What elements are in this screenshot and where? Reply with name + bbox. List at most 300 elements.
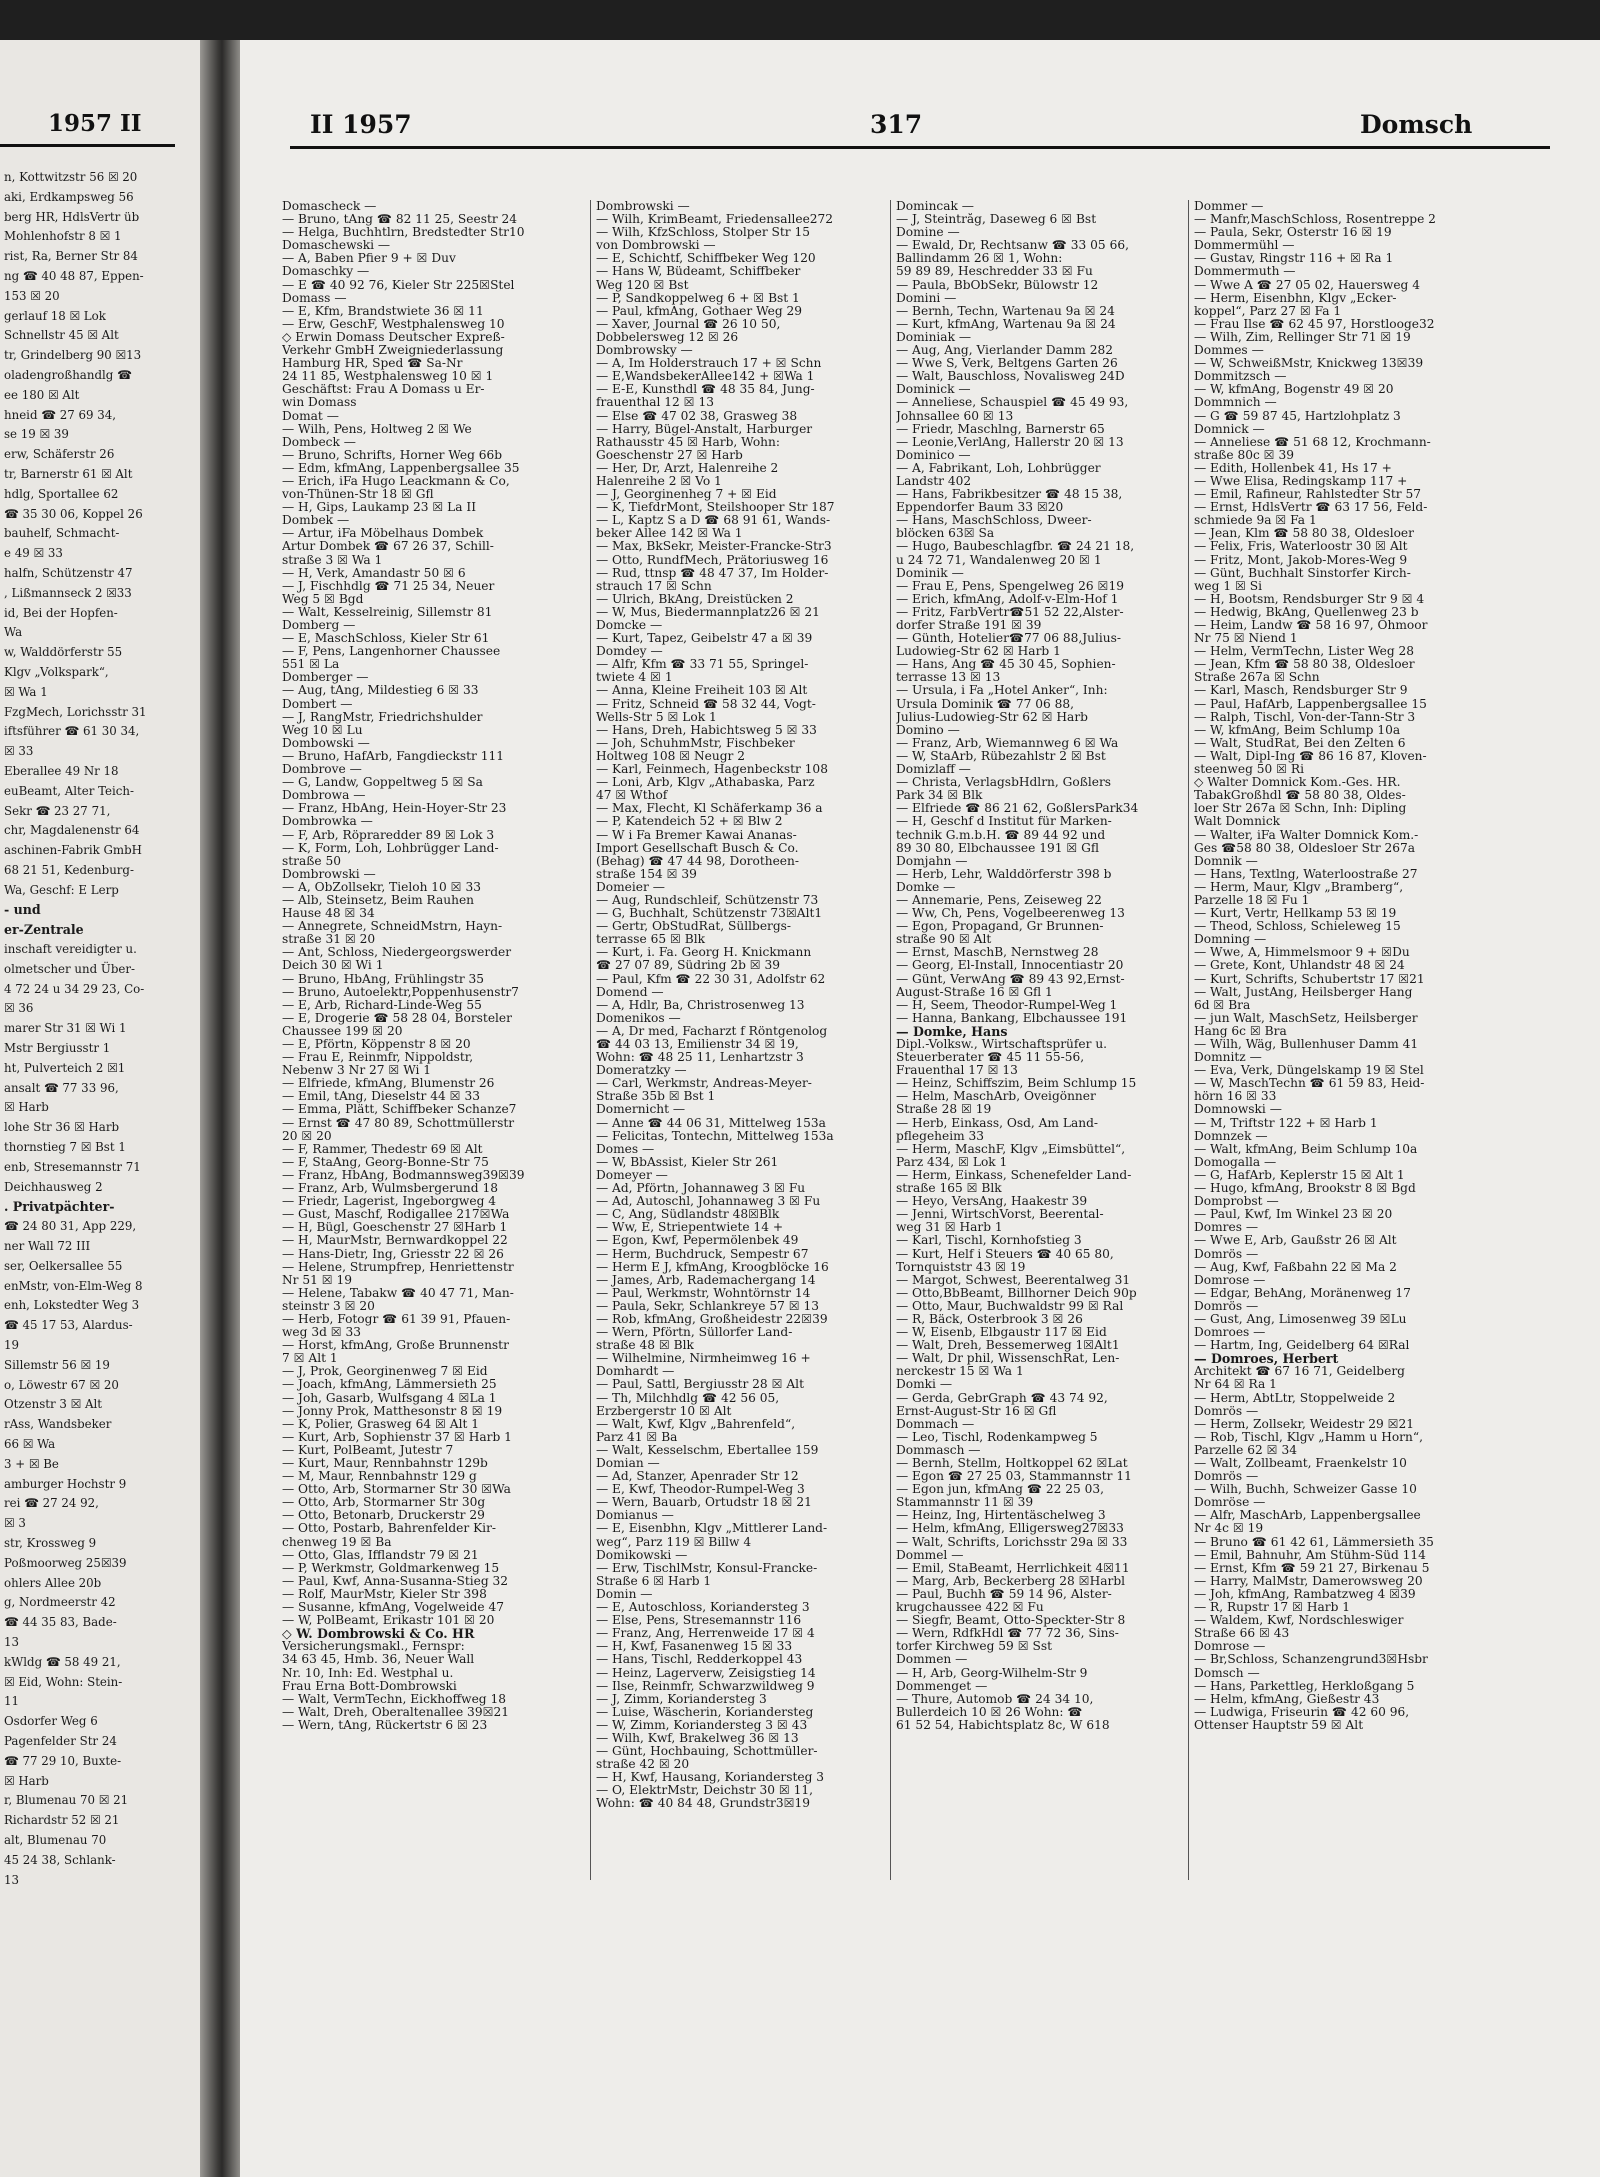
- directory-entry-line: Wa: [4, 625, 23, 640]
- directory-entry-line: Straße 66 ☒ 43: [1194, 1627, 1290, 1641]
- directory-entry-line: — W, kfmAng, Beim Schlump 10a: [1194, 723, 1401, 737]
- directory-entry-line: marer Str 31 ☒ Wi 1: [4, 1021, 127, 1036]
- directory-entry-line: — R, Bäck, Osterbrook 3 ☒ 26: [896, 1312, 1083, 1326]
- directory-entry-line: — James, Arb, Rademachergang 14: [596, 1273, 816, 1287]
- right-page-header-right: Domsch: [1360, 110, 1473, 139]
- directory-entry-line: — Günt, Hochbauing, Schottmüller-: [596, 1745, 818, 1759]
- surname-heading: Domki —: [896, 1378, 953, 1392]
- directory-entry-line: — Jean, Klm ☎ 58 80 38, Oldesloer: [1194, 527, 1414, 541]
- directory-entry-line: — H, Verk, Amandastr 50 ☒ 6: [282, 566, 466, 580]
- directory-entry-line: — J, Fischhdlg ☎ 71 25 34, Neuer: [282, 579, 495, 593]
- directory-entry-line: — Anne ☎ 44 06 31, Mittelweg 153a: [596, 1116, 826, 1130]
- directory-entry-line: — Aug, Kwf, Faßbahn 22 ☒ Ma 2: [1194, 1260, 1397, 1274]
- directory-entry-line: — Karl, Tischl, Kornhofstieg 3: [896, 1234, 1082, 1248]
- directory-entry-line: — G, Buchhalt, Schützenstr 73☒Alt1: [596, 907, 823, 921]
- directory-entry-line: — Emma, Plätt, Schiffbeker Schanze7: [282, 1103, 517, 1117]
- directory-entry-line: — H, Arb, Georg-Wilhelm-Str 9: [896, 1666, 1088, 1680]
- directory-entry-line: er-Zentrale: [4, 922, 84, 938]
- directory-entry-line: Ursula Dominik ☎ 77 06 88,: [896, 697, 1075, 711]
- directory-entry-line: — E ☎ 40 92 76, Kieler Str 225☒Stel: [282, 278, 515, 292]
- directory-entry-line: Frauenthal 17 ☒ 13: [896, 1064, 1018, 1078]
- directory-entry-line: — Ernst ☎ 47 80 89, Schottmüllerstr: [282, 1116, 515, 1130]
- directory-entry-line: — Manfr,MaschSchloss, Rosentreppe 2: [1194, 213, 1436, 227]
- directory-entry-line: — Gerda, GebrGraph ☎ 43 74 92,: [896, 1391, 1108, 1405]
- directory-entry-line: — Hans W, Büdeamt, Schiffbeker: [596, 265, 801, 279]
- directory-entry-line: — H, Kwf, Fasanenweg 15 ☒ 33: [596, 1640, 793, 1654]
- directory-entry-line: — Günt, VerwAng ☎ 89 43 92,Ernst-: [896, 972, 1125, 986]
- directory-entry-line: — Wwe S, Verk, Beltgens Garten 26: [896, 357, 1118, 371]
- surname-heading: Domrose —: [1194, 1640, 1266, 1654]
- directory-entry-line: — Egon ☎ 27 25 03, Stammannstr 11: [896, 1470, 1132, 1484]
- left-header-rule: [0, 144, 175, 147]
- directory-entry-line: — Helm, kfmAng, Elligersweg27☒33: [896, 1522, 1124, 1536]
- directory-entry-line: — J, RangMstr, Friedrichshulder: [282, 710, 483, 724]
- directory-entry-line: — Walt, Dr phil, WissenschRat, Len-: [896, 1352, 1120, 1366]
- directory-entry-line: — K, Form, Loh, Lohbrügger Land-: [282, 841, 499, 855]
- directory-entry-line: Julius-Ludowieg-Str 62 ☒ Harb: [896, 710, 1088, 724]
- directory-entry-line: — Th, Milchhdlg ☎ 42 56 05,: [596, 1391, 780, 1405]
- directory-entry-line: — Elfriede ☎ 86 21 62, GoßlersPark34: [896, 802, 1139, 816]
- directory-entry-line: — Anneliese, Schauspiel ☎ 45 49 93,: [896, 396, 1129, 410]
- directory-entry-line: inschaft vereidigter u.: [4, 942, 137, 957]
- directory-entry-line: — Herm, Buchdruck, Sempestr 67: [596, 1247, 809, 1261]
- directory-entry-line: Frau Erna Bott-Dombrowski: [282, 1679, 457, 1693]
- directory-entry-line: — Helga, Buchhtlrn, Bredstedter Str10: [282, 226, 525, 240]
- directory-entry-line: straße 80c ☒ 39: [1194, 448, 1294, 462]
- directory-entry-line: 4 72 24 u 34 29 23, Co-: [4, 981, 145, 996]
- directory-entry-line: Mstr Bergiusstr 1: [4, 1041, 111, 1056]
- directory-entry-line: — Jonny Prok, Matthesonstr 8 ☒ 19: [282, 1404, 503, 1418]
- directory-entry-line: Holtweg 108 ☒ Neugr 2: [596, 749, 745, 763]
- directory-entry-line: — Heyo, VersAng, Haakestr 39: [896, 1195, 1088, 1209]
- directory-entry-line: straße 3 ☒ Wa 1: [282, 553, 383, 567]
- directory-entry-line: krugchaussee 422 ☒ Fu: [896, 1601, 1044, 1615]
- directory-entry-line: — Grete, Kont, Uhlandstr 48 ☒ 24: [1194, 959, 1405, 973]
- directory-entry-line: 7 ☒ Alt 1: [282, 1352, 338, 1366]
- directory-entry-line: — Wilh, Buchh, Schweizer Gasse 10: [1194, 1483, 1417, 1497]
- directory-entry-line: — Walt, kfmAng, Beim Schlump 10a: [1194, 1142, 1418, 1156]
- directory-entry-line: — Aug, tAng, Mildestieg 6 ☒ 33: [282, 684, 479, 698]
- column-separator: [590, 200, 591, 1880]
- directory-entry-line: FzgMech, Lorichsstr 31: [4, 704, 147, 719]
- directory-entry-line: - und: [4, 902, 41, 918]
- directory-entry-line: id, Bei der Hopfen-: [4, 605, 118, 620]
- directory-entry-line: — Jenni, WirtschVorst, Beerental-: [896, 1208, 1104, 1222]
- directory-entry-line: — Bruno, HbAng, Frühlingstr 35: [282, 972, 485, 986]
- directory-entry-line: Hamburg HR, Sped ☎ Sa-Nr: [282, 357, 463, 371]
- directory-column-4: [1194, 200, 1476, 1732]
- directory-entry-line: Poßmoorweg 25☒39: [4, 1555, 127, 1570]
- directory-entry-line: — E, Autoschloss, Koriandersteg 3: [596, 1601, 810, 1615]
- directory-entry-line: — Kurt, Maur, Rennbahnstr 129b: [282, 1457, 488, 1470]
- directory-entry-line: — Emil, Rafineur, Rahlstedter Str 57: [1194, 488, 1421, 502]
- directory-entry-line: Parz 41 ☒ Ba: [596, 1430, 678, 1444]
- surname-heading: Domizlaff —: [896, 763, 971, 777]
- directory-entry-line: ohlers Allee 20b: [4, 1575, 102, 1590]
- directory-entry-line: — G, Landw, Goppeltweg 5 ☒ Sa: [282, 776, 483, 790]
- directory-entry-line: — Ernst, Kfm ☎ 59 21 27, Birkenau 5: [1194, 1561, 1430, 1575]
- directory-entry-line: 89 30 80, Elbchaussee 191 ☒ Gfl: [896, 841, 1100, 855]
- directory-entry-line: — Alfr, MaschArb, Lappenbergsallee: [1194, 1509, 1421, 1523]
- directory-entry-line: — Walt, Dipl-Ing ☎ 86 16 87, Kloven-: [1194, 749, 1427, 763]
- directory-entry-line: — Ulrich, BkAng, Dreistücken 2: [596, 592, 794, 606]
- directory-entry-line: straße 48 ☒ Blk: [596, 1339, 694, 1353]
- directory-entry-line: — Egon, Kwf, Pepermölenbek 49: [596, 1234, 799, 1248]
- directory-entry-line: aschinen-Fabrik GmbH: [4, 843, 142, 858]
- directory-entry-line: — C, Ang, Südlandstr 48☒Blk: [596, 1208, 780, 1222]
- directory-entry-line: dorfer Straße 191 ☒ 39: [896, 619, 1042, 632]
- surname-heading: Dommenget —: [896, 1679, 988, 1693]
- directory-entry-line: — Anna, Kleine Freiheit 103 ☒ Alt: [596, 684, 808, 698]
- directory-entry-line: str, Krossweg 9: [4, 1535, 97, 1550]
- directory-entry-line: blöcken 63☒ Sa: [896, 527, 995, 541]
- surname-heading: Domrös —: [1194, 1299, 1259, 1313]
- directory-entry-line: Eppendorfer Baum 33 ☒20: [896, 501, 1064, 515]
- surname-heading: Domogalla —: [1194, 1155, 1277, 1169]
- surname-heading: Domincak —: [896, 200, 974, 213]
- surname-heading: Dommasch —: [896, 1443, 981, 1457]
- surname-heading: Domprobst —: [1194, 1195, 1279, 1209]
- surname-heading: Dombek —: [282, 514, 350, 528]
- directory-entry-line: Halenreihe 2 ☒ Vo 1: [596, 474, 722, 488]
- directory-entry-line: — Hanna, Bankang, Elbchaussee 191: [896, 1011, 1128, 1025]
- directory-entry-line: lohe Str 36 ☒ Harb: [4, 1120, 120, 1135]
- directory-entry-line: — A, Im Holderstrauch 17 + ☒ Schn: [596, 357, 822, 371]
- directory-entry-line: — Otto, Arb, Stormarner Str 30 ☒Wa: [282, 1483, 511, 1497]
- directory-entry-line: — Paula, BbObSekr, Bülowstr 12: [896, 278, 1099, 292]
- surname-heading: Domhardt —: [596, 1365, 675, 1379]
- directory-entry-line: — H, Bootsm, Rendsburger Str 9 ☒ 4: [1194, 592, 1425, 606]
- directory-entry-line: — Domroes, Herbert: [1194, 1352, 1339, 1366]
- directory-entry-line: weg“, Parz 119 ☒ Billw 4: [596, 1535, 752, 1549]
- directory-entry-line: , Lißmannseck 2 ☒33: [4, 585, 132, 600]
- surname-heading: Dombrowsky —: [596, 344, 693, 358]
- directory-entry-line: — Otto, RundfMech, Prätoriusweg 16: [596, 553, 829, 567]
- directory-entry-line: strauch 17 ☒ Schn: [596, 579, 712, 593]
- directory-entry-line: — Wern, Bauarb, Ortudstr 18 ☒ 21: [596, 1496, 812, 1510]
- directory-entry-line: Sillemstr 56 ☒ 19: [4, 1357, 110, 1372]
- surname-heading: Domaschky —: [282, 265, 370, 279]
- surname-heading: Domernicht —: [596, 1103, 686, 1117]
- directory-entry-line: — Herb, Einkass, Osd, Am Land-: [896, 1116, 1098, 1130]
- directory-entry-line: se 19 ☒ 39: [4, 427, 69, 442]
- directory-entry-line: — A, Baben Pfier 9 + ☒ Duv: [282, 252, 456, 266]
- directory-entry-line: — A, Fabrikant, Loh, Lohbrügger: [896, 461, 1101, 475]
- directory-entry-line: — O, ElektrMstr, Deichstr 30 ☒ 11,: [596, 1784, 814, 1798]
- directory-entry-line: — E,WandsbekerAllee142 + ☒Wa 1: [596, 370, 815, 384]
- directory-entry-line: — Eva, Verk, Düngelskamp 19 ☒ Stel: [1194, 1064, 1424, 1078]
- directory-entry-line: — Heinz, Lagerverw, Zeisigstieg 14: [596, 1666, 816, 1680]
- directory-entry-line: — Max, BkSekr, Meister-Francke-Str3: [596, 540, 832, 554]
- directory-entry-line: — Siegfr, Beamt, Otto-Speckter-Str 8: [896, 1614, 1126, 1628]
- directory-entry-line: — Hans, Parkettleg, Herkloßgang 5: [1194, 1679, 1415, 1693]
- directory-entry-line: — Wilhelmine, Nirmheimweg 16 +: [596, 1352, 811, 1366]
- directory-entry-line: Artur Dombek ☎ 67 26 37, Schill-: [282, 540, 494, 554]
- directory-entry-line: Nr 4c ☒ 19: [1194, 1522, 1264, 1536]
- directory-entry-line: 59 89 89, Heschredder 33 ☒ Fu: [896, 265, 1093, 279]
- directory-entry-line: — Ww, Ch, Pens, Vogelbeerenweg 13: [896, 907, 1125, 921]
- directory-entry-line: — Friedr, Maschlng, Barnerstr 65: [896, 422, 1105, 436]
- surname-heading: Domat —: [282, 409, 339, 423]
- directory-entry-line: — E, Eisenbhn, Klgv „Mittlerer Land-: [596, 1522, 828, 1536]
- directory-entry-line: Pagenfelder Str 24: [4, 1733, 117, 1748]
- directory-entry-line: Bullerdeich 10 ☒ 26 Wohn: ☎: [896, 1705, 1083, 1719]
- directory-entry-line: — Artur, iFa Möbelhaus Dombek: [282, 527, 484, 541]
- directory-entry-line: — W, kfmAng, Bogenstr 49 ☒ 20: [1194, 383, 1394, 397]
- directory-entry-line: Sekr ☎ 23 27 71,: [4, 803, 111, 818]
- surname-heading: Domin —: [596, 1587, 653, 1601]
- directory-entry-line: Straße 267a ☒ Schn: [1194, 671, 1320, 685]
- surname-heading: Domian —: [596, 1457, 660, 1470]
- directory-entry-line: 68 21 51, Kedenburg-: [4, 862, 134, 877]
- surname-heading: Domres —: [1194, 1221, 1259, 1235]
- directory-entry-line: — Paul, Sattl, Bergiusstr 28 ☒ Alt: [596, 1378, 804, 1392]
- directory-entry-line: twiete 4 ☒ 1: [596, 671, 673, 685]
- directory-entry-line: — Felix, Fris, Waterloostr 30 ☒ Alt: [1194, 540, 1408, 554]
- directory-entry-line: — Rud, ttnsp ☎ 48 47 37, Im Holder-: [596, 566, 829, 580]
- directory-entry-line: ◇ Walter Domnick Kom.-Ges. HR.: [1194, 776, 1401, 790]
- surname-heading: Dommer —: [1194, 200, 1264, 213]
- directory-entry-line: — Franz, Ang, Herrenweide 17 ☒ 4: [596, 1627, 815, 1641]
- surname-heading: Dominico —: [896, 448, 971, 462]
- directory-entry-line: — Luise, Wäscherin, Koriandersteg: [596, 1705, 814, 1719]
- surname-heading: Dombrowski —: [282, 867, 376, 881]
- surname-heading: Domeier —: [596, 880, 665, 894]
- directory-entry-line: — Rob, kfmAng, Großheidestr 22☒39: [596, 1312, 828, 1326]
- directory-entry-line: — Wilh, KfzSchloss, Stolper Str 15: [596, 226, 810, 240]
- directory-entry-line: Chaussee 199 ☒ 20: [282, 1024, 403, 1038]
- surname-heading: Dombeck —: [282, 435, 356, 449]
- directory-entry-line: — Herm, MaschF, Klgv „Eimsbüttel“,: [896, 1142, 1126, 1156]
- directory-entry-line: — Fritz, FarbVertr☎51 52 22,Alster-: [896, 605, 1124, 619]
- directory-entry-line: — H, Seem, Theodor-Rumpel-Weg 1: [896, 998, 1118, 1012]
- directory-entry-line: Architekt ☎ 67 16 71, Geidelberg: [1194, 1365, 1405, 1379]
- directory-entry-line: — F, Arb, Röpraredder 89 ☒ Lok 3: [282, 828, 495, 842]
- directory-entry-line: — Erw, GeschF, Westphalensweg 10: [282, 317, 505, 331]
- directory-entry-line: — Bruno ☎ 61 42 61, Lämmersieth 35: [1194, 1535, 1434, 1549]
- directory-entry-line: — Egon jun, kfmAng ☎ 22 25 03,: [896, 1483, 1105, 1497]
- directory-entry-line: hneid ☎ 27 69 34,: [4, 407, 116, 422]
- directory-entry-line: tr, Grindelberg 90 ☒13: [4, 348, 142, 363]
- left-page: [0, 40, 200, 2177]
- directory-entry-line: — Bruno, tAng ☎ 82 11 25, Seestr 24: [282, 213, 518, 227]
- surname-heading: Domino —: [896, 723, 960, 737]
- surname-heading: Domberger —: [282, 671, 369, 685]
- directory-entry-line: — Helene, Tabakw ☎ 40 47 71, Man-: [282, 1286, 514, 1300]
- directory-entry-line: — Leo, Tischl, Rodenkampweg 5: [896, 1430, 1098, 1444]
- directory-entry-line: — Wwe, A, Himmelsmoor 9 + ☒Du: [1194, 946, 1410, 960]
- directory-entry-line: — Wern, tAng, Rückertstr 6 ☒ 23: [282, 1718, 488, 1732]
- directory-entry-line: gerlauf 18 ☒ Lok: [4, 308, 106, 323]
- directory-entry-line: Johnsallee 60 ☒ 13: [896, 409, 1014, 423]
- directory-entry-line: — Edgar, BehAng, Moränenweg 17: [1194, 1286, 1411, 1300]
- directory-entry-line: — W, MaschTechn ☎ 61 59 83, Heid-: [1194, 1077, 1425, 1091]
- surname-heading: Dombrove —: [282, 763, 362, 777]
- surname-heading: Domes —: [596, 1142, 655, 1156]
- directory-entry-line: — Franz, Arb, Wiemannweg 6 ☒ Wa: [896, 736, 1119, 750]
- directory-entry-line: — Herm, Einkass, Schenefelder Land-: [896, 1168, 1132, 1182]
- directory-entry-line: — Rob, Tischl, Klgv „Hamm u Horn“,: [1194, 1430, 1423, 1444]
- directory-entry-line: Walt Domnick: [1194, 815, 1281, 829]
- surname-heading: Dommel —: [896, 1548, 964, 1562]
- directory-entry-line: Nr. 10, Inh: Ed. Westphal u.: [282, 1666, 454, 1680]
- directory-entry-line: — J, Steintråg, Daseweg 6 ☒ Bst: [896, 213, 1097, 227]
- directory-entry-line: — Hans, Ang ☎ 45 30 45, Sophien-: [896, 658, 1116, 672]
- surname-heading: Domaschewski —: [282, 239, 391, 253]
- directory-entry-line: — E, Kwf, Theodor-Rumpel-Weg 3: [596, 1483, 805, 1497]
- directory-entry-line: — Ad, Stanzer, Apenrader Str 12: [596, 1470, 799, 1484]
- surname-heading: Domianus —: [596, 1509, 674, 1523]
- directory-entry-line: von-Thünen-Str 18 ☒ Gfl: [282, 488, 434, 502]
- directory-entry-line: — Ewald, Dr, Rechtsanw ☎ 33 05 66,: [896, 239, 1129, 253]
- directory-entry-line: hörn 16 ☒ 33: [1194, 1090, 1277, 1104]
- surname-heading: Domeratzky —: [596, 1064, 687, 1078]
- directory-entry-line: — Gustav, Ringstr 116 + ☒ Ra 1: [1194, 252, 1394, 266]
- directory-entry-line: frauenthal 12 ☒ 13: [596, 396, 714, 410]
- directory-entry-line: — Wern, Pförtn, Süllorfer Land-: [596, 1326, 793, 1340]
- directory-entry-line: Steuerberater ☎ 45 11 55-56,: [896, 1051, 1085, 1065]
- directory-entry-line: — E, Kfm, Brandstwiete 36 ☒ 11: [282, 304, 484, 318]
- directory-entry-line: beker Allee 142 ☒ Wa 1: [596, 527, 743, 541]
- directory-entry-line: — Ad, Autoschl, Johannaweg 3 ☒ Fu: [596, 1195, 821, 1209]
- directory-entry-line: 66 ☒ Wa: [4, 1437, 56, 1451]
- directory-entry-line: ng ☎ 40 48 87, Eppen-: [4, 268, 144, 283]
- directory-entry-line: — Karl, Feinmech, Hagenbeckstr 108: [596, 763, 828, 777]
- directory-entry-line: Wohn: ☎ 48 25 11, Lenhartzstr 3: [596, 1051, 804, 1065]
- surname-heading: Dommen —: [896, 1653, 968, 1667]
- directory-entry-line: aki, Erdkampsweg 56: [4, 189, 134, 204]
- directory-entry-line: — Fritz, Schneid ☎ 58 32 44, Vogt-: [596, 697, 816, 711]
- surname-heading: Domroes —: [1194, 1326, 1266, 1340]
- surname-heading: Domnowski —: [1194, 1103, 1282, 1117]
- directory-entry-line: — W, Mus, Biedermannplatz26 ☒ 21: [596, 605, 820, 619]
- directory-entry-line: — G ☎ 59 87 45, Hartzlohplatz 3: [1194, 409, 1401, 423]
- directory-entry-line: — Friedr, Lagerist, Ingeborgweg 4: [282, 1195, 497, 1209]
- directory-entry-line: Straße 6 ☒ Harb 1: [596, 1574, 712, 1588]
- directory-entry-line: — Ilse, Reinmfr, Schwarzwildweg 9: [596, 1679, 815, 1693]
- directory-entry-line: ◇ W. Dombrowski & Co. HR: [282, 1627, 475, 1641]
- directory-entry-line: Dobbelersweg 12 ☒ 26: [596, 330, 739, 344]
- directory-entry-line: rei ☎ 27 24 92,: [4, 1496, 99, 1511]
- directory-entry-line: Stammannstr 11 ☒ 39: [896, 1496, 1034, 1510]
- directory-entry-line: weg 3d ☒ 33: [282, 1326, 362, 1340]
- directory-entry-line: ☎ 27 07 89, Südring 2b ☒ 39: [596, 959, 781, 973]
- directory-entry-line: — Hugo, kfmAng, Brookstr 8 ☒ Bgd: [1194, 1182, 1416, 1196]
- directory-entry-line: — Ernst, MaschB, Nernstweg 28: [896, 946, 1099, 960]
- directory-entry-line: ner Wall 72 III: [4, 1239, 91, 1254]
- surname-heading: Domjahn —: [896, 854, 968, 868]
- directory-entry-line: — Otto, Postarb, Bahrenfelder Kir-: [282, 1522, 497, 1536]
- directory-entry-line: — E, Arb, Richard-Linde-Weg 55: [282, 998, 482, 1012]
- directory-entry-line: Osdorfer Weg 6: [4, 1714, 98, 1729]
- directory-entry-line: ser, Oelkersallee 55: [4, 1258, 123, 1273]
- directory-entry-line: torfer Kirchweg 59 ☒ Sst: [896, 1640, 1052, 1654]
- directory-entry-line: — Domke, Hans: [896, 1024, 1008, 1038]
- directory-entry-line: ☒ Harb: [4, 1100, 49, 1115]
- directory-entry-line: — Wwe E, Arb, Gaußstr 26 ☒ Alt: [1194, 1234, 1397, 1248]
- directory-entry-line: — Kurt, PolBeamt, Jutestr 7: [282, 1443, 454, 1457]
- surname-heading: Domass —: [282, 291, 347, 305]
- directory-entry-line: Weg 120 ☒ Bst: [596, 278, 689, 292]
- directory-entry-line: Ges ☎58 80 38, Oldesloer Str 267a: [1194, 841, 1416, 855]
- directory-entry-line: 47 ☒ Wthof: [596, 789, 668, 803]
- page-number: 317: [870, 110, 923, 139]
- directory-entry-line: Ballindamm 26 ☒ 1, Wohn:: [896, 252, 1063, 266]
- directory-entry-line: — Joach, kfmAng, Lämmersieth 25: [282, 1378, 497, 1392]
- directory-entry-line: — H, Kwf, Hausang, Koriandersteg 3: [596, 1771, 825, 1785]
- directory-entry-line: — Walt, JustAng, Heilsberger Hang: [1194, 985, 1413, 999]
- directory-entry-line: — Herm, AbtLtr, Stoppelweide 2: [1194, 1391, 1396, 1405]
- directory-entry-line: — Her, Dr, Arzt, Halenreihe 2: [596, 461, 779, 475]
- directory-entry-line: ht, Pulverteich 2 ☒1: [4, 1060, 126, 1075]
- directory-entry-line: euBeamt, Alter Teich-: [4, 783, 134, 798]
- directory-entry-line: — Wilh, Zim, Rellinger Str 71 ☒ 19: [1194, 330, 1411, 344]
- directory-entry-line: Rathausstr 45 ☒ Harb, Wohn:: [596, 435, 780, 449]
- directory-entry-line: — Kurt, Helf i Steuers ☎ 40 65 80,: [896, 1247, 1114, 1261]
- directory-entry-line: kWldg ☎ 58 49 21,: [4, 1654, 121, 1669]
- directory-entry-line: — Frau E, Pens, Spengelweg 26 ☒19: [896, 579, 1124, 593]
- directory-entry-line: — Heim, Landw ☎ 58 16 97, Ohmoor: [1194, 619, 1428, 632]
- directory-entry-line: — Walt, Kesselschm, Ebertallee 159: [596, 1443, 819, 1457]
- surname-heading: Dombert —: [282, 697, 353, 711]
- directory-entry-line: berg HR, HdlsVertr üb: [4, 209, 140, 224]
- directory-entry-line: — A, Hdlr, Ba, Christrosenweg 13: [596, 998, 805, 1012]
- directory-entry-line: 61 52 54, Habichtsplatz 8c, W 618: [896, 1718, 1110, 1732]
- directory-entry-line: Verkehr GmbH Zweigniederlassung: [282, 344, 504, 358]
- directory-entry-line: straße 154 ☒ 39: [596, 867, 697, 881]
- directory-entry-line: — Wilh, KrimBeamt, Friedensallee272: [596, 213, 834, 227]
- directory-entry-line: 34 63 45, Hmb. 36, Neuer Wall: [282, 1653, 475, 1667]
- directory-entry-line: — Paula, Sekr, Schlankreye 57 ☒ 13: [596, 1299, 820, 1313]
- column-separator: [890, 200, 891, 1880]
- directory-column-2: [596, 200, 878, 1811]
- directory-entry-line: — Gust, Maschf, Rodigallee 217☒Wa: [282, 1208, 510, 1222]
- directory-entry-line: — Günth, Hotelier☎77 06 88,Julius-: [896, 632, 1121, 646]
- book-gutter: [200, 40, 240, 2177]
- directory-entry-line: Otzenstr 3 ☒ Alt: [4, 1397, 103, 1412]
- directory-entry-line: 13: [4, 1872, 20, 1887]
- surname-heading: Dommermuth —: [1194, 265, 1296, 279]
- directory-entry-line: — F, Pens, Langenhorner Chaussee: [282, 645, 501, 659]
- directory-entry-line: — Aug, Ang, Vierlander Damm 282: [896, 344, 1114, 358]
- directory-entry-line: — Wilh, Kwf, Brakelweg 36 ☒ 13: [596, 1731, 799, 1745]
- directory-entry-line: Mohlenhofstr 8 ☒ 1: [4, 229, 122, 244]
- directory-entry-line: — Alfr, Kfm ☎ 33 71 55, Springel-: [596, 658, 809, 672]
- directory-entry-line: — Bernh, Stellm, Holtkoppel 62 ☒Lat: [896, 1457, 1128, 1470]
- directory-entry-line: — Elfriede, kfmAng, Blumenstr 26: [282, 1077, 495, 1091]
- directory-entry-line: 13: [4, 1634, 20, 1649]
- directory-entry-line: weg 31 ☒ Harb 1: [896, 1221, 1003, 1235]
- directory-entry-line: ☎ 24 80 31, App 229,: [4, 1219, 137, 1234]
- directory-entry-line: pflegeheim 33: [896, 1129, 985, 1143]
- directory-entry-line: iftsführer ☎ 61 30 34,: [4, 724, 140, 739]
- surname-heading: Dombowski —: [282, 736, 370, 750]
- directory-entry-line: steinstr 3 ☒ 20: [282, 1299, 375, 1313]
- directory-column-3: [896, 200, 1178, 1732]
- surname-heading: Domrös —: [1194, 1247, 1259, 1261]
- directory-entry-line: Dipl.-Volksw., Wirtschaftsprüfer u.: [896, 1038, 1108, 1051]
- directory-entry-line: — Annemarie, Pens, Zeiseweg 22: [896, 893, 1102, 907]
- directory-entry-line: — Aug, Rundschleif, Schützenstr 73: [596, 893, 819, 907]
- directory-entry-line: — Herm, Eisenbhn, Klgv „Ecker-: [1194, 291, 1397, 305]
- directory-entry-line: — W, StaArb, Rübezahlstr 2 ☒ Bst: [896, 749, 1106, 763]
- directory-entry-line: — Felicitas, Tontechn, Mittelweg 153a: [596, 1129, 834, 1143]
- directory-entry-line: ☒ 36: [4, 1001, 34, 1016]
- directory-entry-line: — Bruno, HafArb, Fangdieckstr 111: [282, 749, 504, 763]
- directory-entry-line: — A, ObZollsekr, Tieloh 10 ☒ 33: [282, 880, 481, 894]
- directory-entry-line: — Fritz, Mont, Jakob-Mores-Weg 9: [1194, 553, 1408, 567]
- directory-entry-line: — Hans, Dreh, Habichtsweg 5 ☒ 33: [596, 723, 817, 737]
